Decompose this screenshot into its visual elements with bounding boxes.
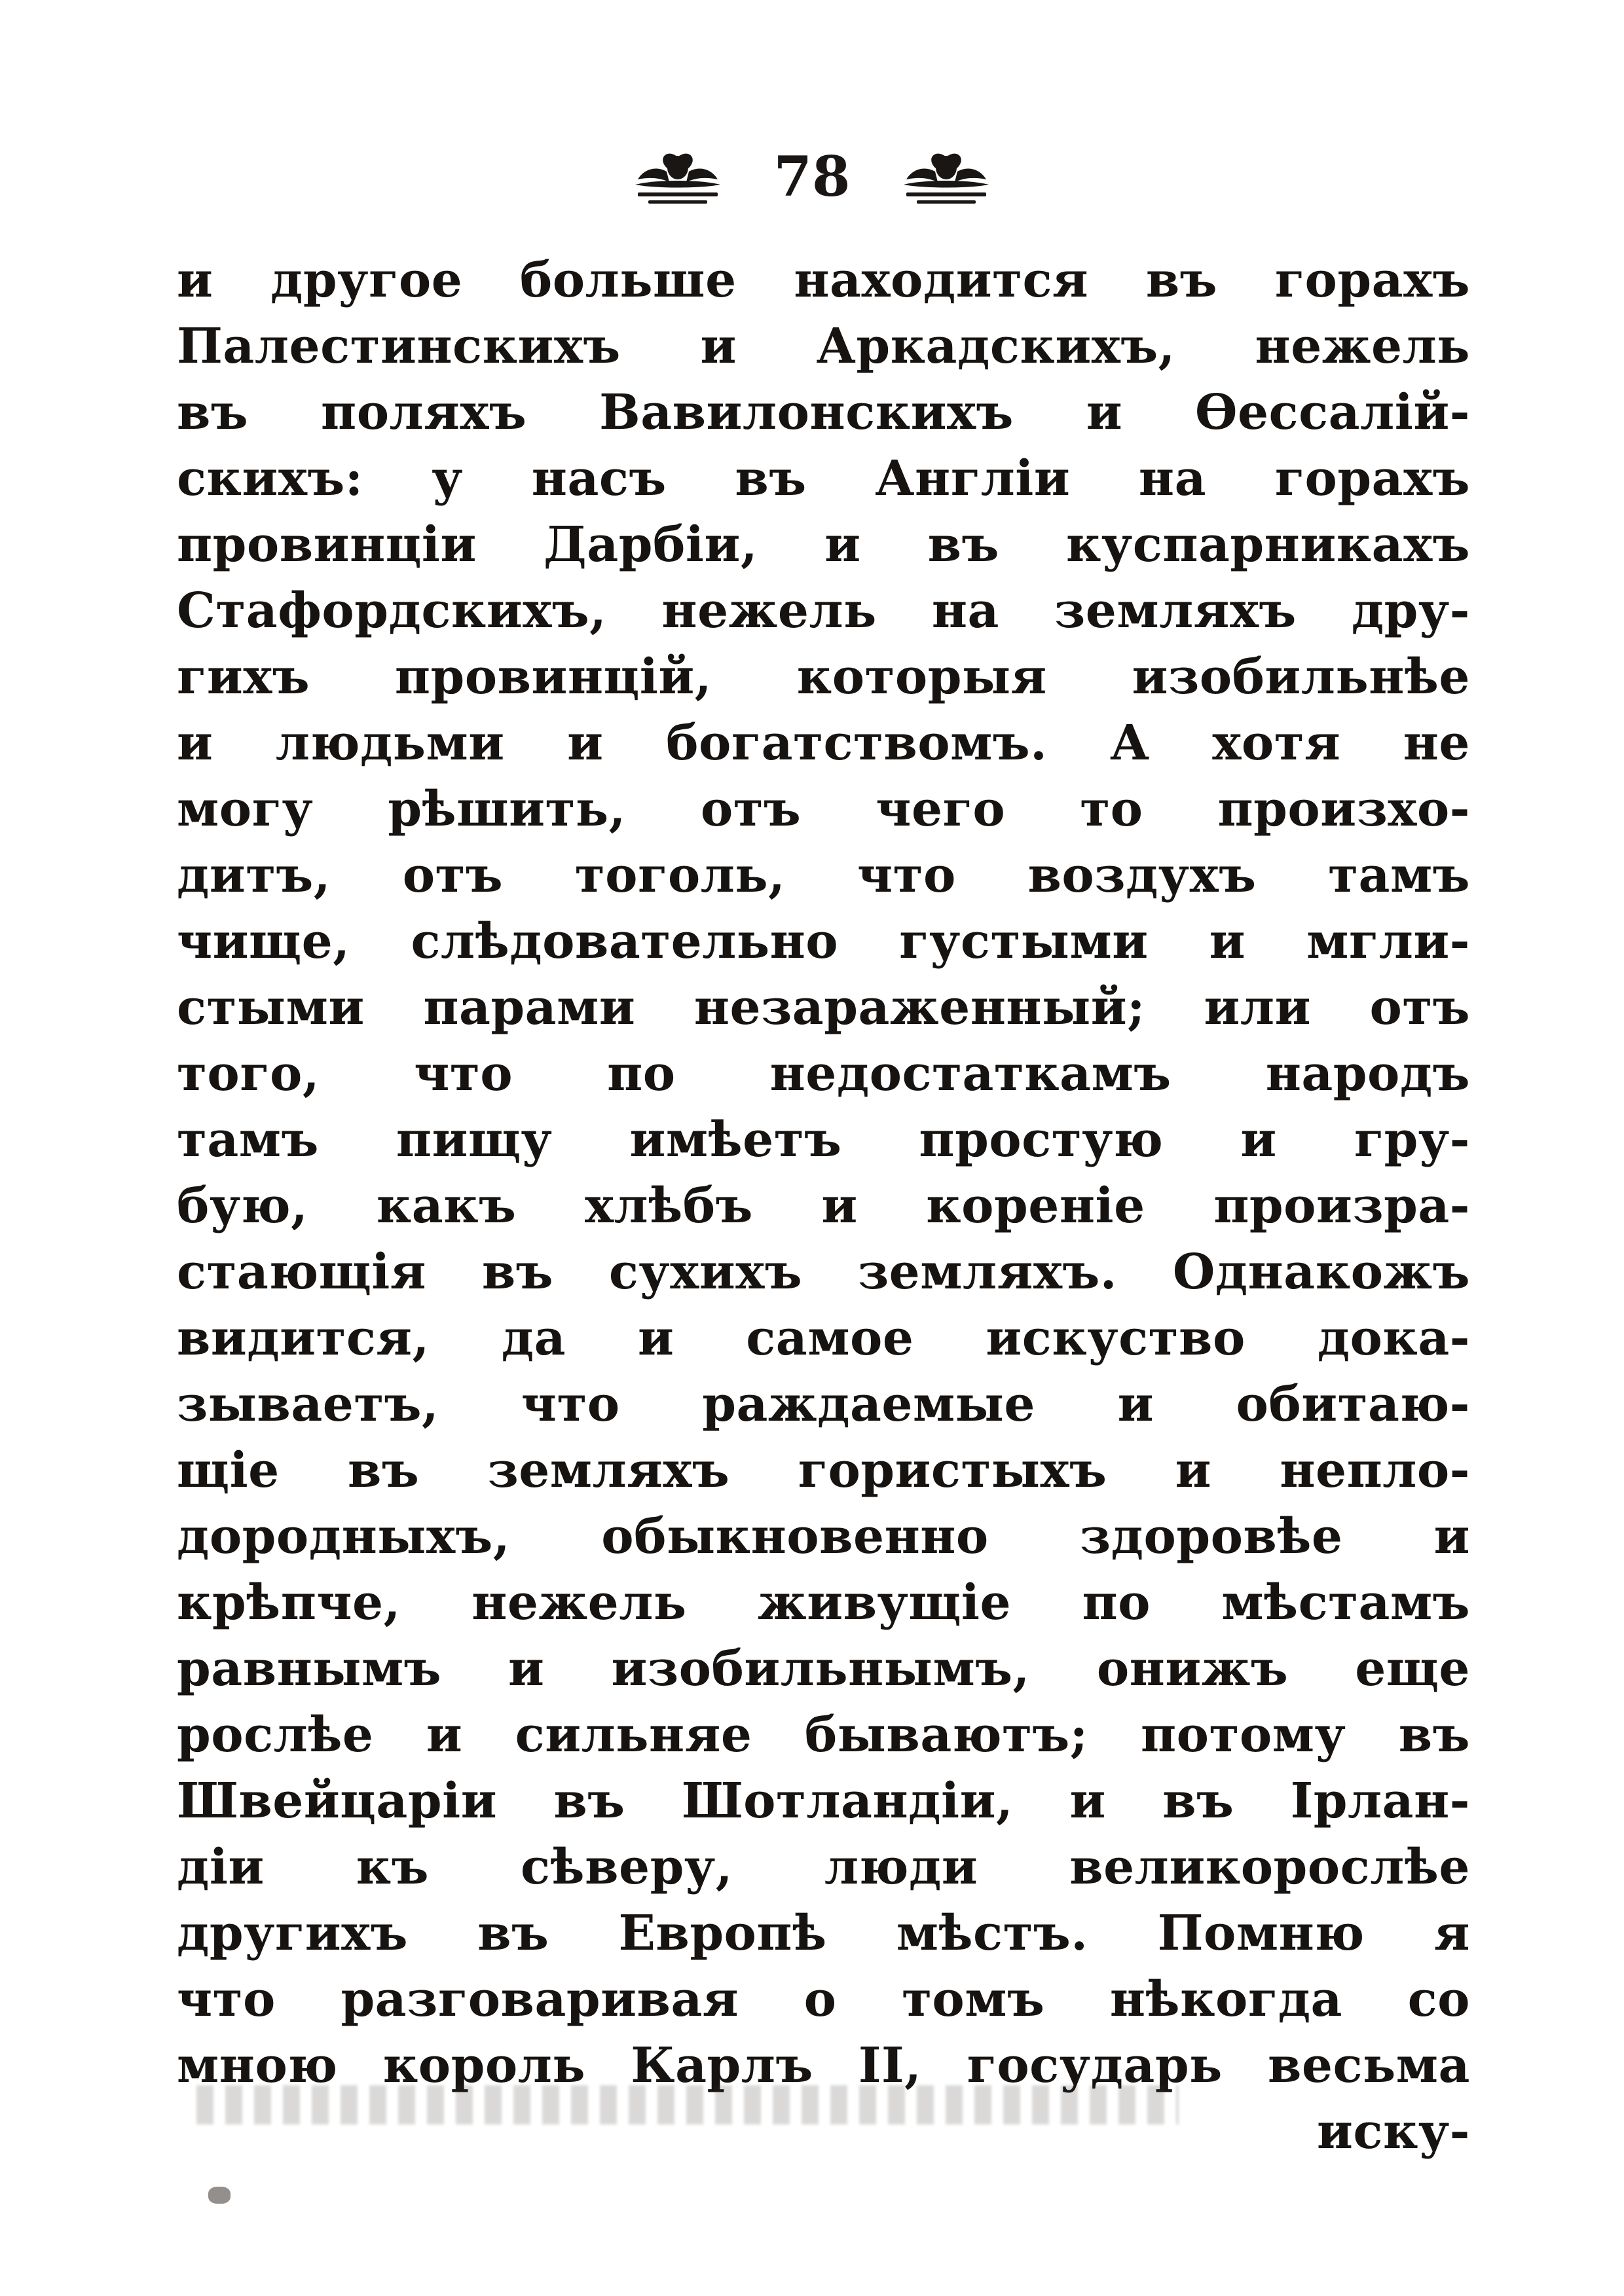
catchword: иску-: [1317, 2104, 1470, 2160]
text-line: что разговаривая о томъ нѣкогда со: [177, 1971, 1470, 2028]
page-header: [629, 141, 995, 213]
text-line: дитъ, отъ тоголь, что воздухъ тамъ: [177, 847, 1470, 903]
text-line: стающія въ сухихъ земляхъ. Однакожъ: [177, 1244, 1470, 1300]
text-line: Стафордскихъ, нежель на земляхъ дру-: [177, 583, 1470, 639]
text-line: стыми парами незараженный; или отъ: [177, 979, 1470, 1036]
text-line: того, что по недостаткамъ народъ: [177, 1046, 1470, 1102]
text-line: другихъ въ Европѣ мѣстъ. Помню я: [177, 1905, 1470, 1961]
text-line: чище, слѣдовательно густыми и мгли-: [177, 913, 1470, 970]
floral-ornament-icon: [629, 145, 727, 208]
text-line: діи къ сѣверу, люди великорослѣе: [177, 1839, 1470, 1895]
text-line: и другое больше находится въ горахъ: [177, 252, 1470, 308]
ink-smudge: [208, 2187, 231, 2204]
text-line: видится, да и самое искуство дока-: [177, 1310, 1470, 1366]
text-line: крѣпче, нежель живущіе по мѣстамъ: [177, 1575, 1470, 1631]
text-line: дородныхъ, обыкновенно здоровѣе и: [177, 1508, 1470, 1565]
text-line: провинціи Дарбіи, и въ куспарникахъ: [177, 517, 1470, 573]
text-line: могу рѣшить, отъ чего то произхо-: [177, 781, 1470, 837]
text-line: въ поляхъ Вавилонскихъ и Ѳессалій-: [177, 384, 1470, 441]
text-line: тамъ пищу имѣетъ простую и гру-: [177, 1112, 1470, 1168]
text-line: мною король Карлъ II, государь весьма: [177, 2037, 1470, 2094]
floral-ornament-icon: [897, 145, 995, 208]
page-number: 78: [773, 144, 851, 209]
text-line: скихъ: у насъ въ Англіи на горахъ: [177, 450, 1470, 507]
text-line: щіе въ земляхъ гористыхъ и непло-: [177, 1442, 1470, 1499]
text-line: и людьми и богатствомъ. А хотя не: [177, 715, 1470, 771]
text-line: бую, какъ хлѣбъ и кореніе произра-: [177, 1178, 1470, 1234]
text-line: Палестинскихъ и Аркадскихъ, нежель: [177, 318, 1470, 374]
text-line: гихъ провинцій, которыя изобильнѣе: [177, 649, 1470, 705]
text-line: Швейцаріи въ Шотландіи, и въ Ірлан-: [177, 1773, 1470, 1829]
body-text: [177, 247, 1470, 2165]
text-line: зываетъ, что раждаемые и обитаю-: [177, 1376, 1470, 1432]
text-line: равнымъ и изобильнымъ, онижъ еще: [177, 1641, 1470, 1697]
ink-bleed-through: [196, 2085, 1179, 2124]
text-line: рослѣе и сильняе бываютъ; потому въ: [177, 1707, 1470, 1763]
